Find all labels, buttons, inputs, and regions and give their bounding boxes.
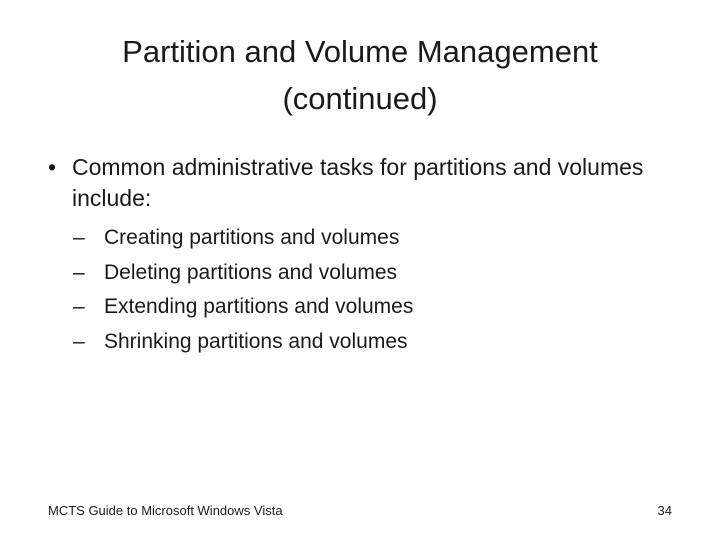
sub-bullet-item [73,222,633,257]
sub-bullet-item [73,291,633,326]
sub-bullet-marker: – [73,260,85,284]
main-bullet-text: Common administrative tasks for partitions and volumes include: [72,154,644,211]
bullet-marker: • [48,154,57,180]
sub-bullet-item [73,257,633,292]
sub-bullet-text: Deleting partitions and volumes [104,260,397,284]
sub-bullet-list [73,222,633,360]
sub-bullet-item [73,326,633,361]
page-number: 34 [657,503,672,518]
slide-title [40,28,680,122]
sub-bullet-marker: – [73,329,85,353]
slide-title-line-1: Partition and Volume Management [122,34,598,69]
sub-bullet-marker: – [73,226,85,249]
sub-bullet-marker: – [73,295,85,318]
main-bullet [48,152,668,214]
sub-bullet-text: Extending partitions and volumes [104,295,414,318]
sub-bullet-text: Shrinking partitions and volumes [104,329,408,353]
footer-source: MCTS Guide to Microsoft Windows Vista [48,503,283,518]
slide-title-line-2: (continued) [282,81,438,116]
sub-bullet-text: Creating partitions and volumes [104,226,400,249]
